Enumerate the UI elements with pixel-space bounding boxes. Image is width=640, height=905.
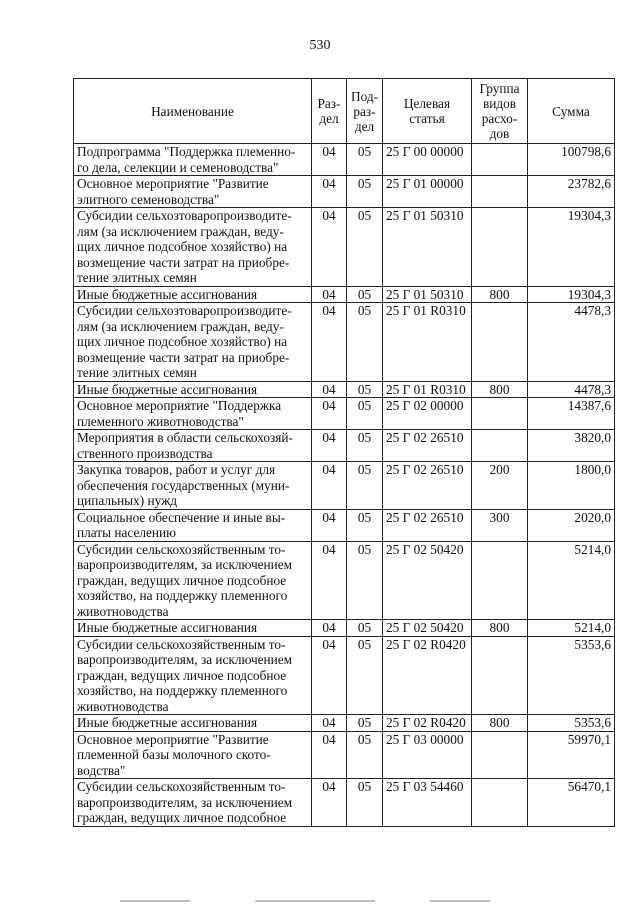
cell-sum: 1800,0 [528, 462, 615, 510]
cell-group [472, 779, 528, 827]
page-number: 530 [309, 38, 331, 53]
table-row [74, 286, 615, 303]
cell-section: 04 [312, 731, 347, 779]
cell-section: 04 [312, 381, 347, 398]
table-row [74, 541, 615, 620]
cell-subsection: 05 [347, 731, 383, 779]
cell-section: 04 [312, 620, 347, 637]
table-row [74, 509, 615, 541]
cell-section: 04 [312, 208, 347, 287]
cell-section: 04 [312, 462, 347, 510]
table-row [74, 636, 615, 715]
cell-subsection: 05 [347, 144, 383, 176]
cell-sum: 19304,3 [528, 208, 615, 287]
table-row [74, 381, 615, 398]
cell-target: 25 Г 02 26510 [383, 462, 472, 510]
cell-group [472, 398, 528, 430]
header-target: Целевая статья [383, 79, 472, 144]
cell-sum: 5214,0 [528, 620, 615, 637]
table-row [74, 176, 615, 208]
cell-subsection: 05 [347, 286, 383, 303]
cell-target: 25 Г 02 00000 [383, 398, 472, 430]
cell-target: 25 Г 02 50420 [383, 620, 472, 637]
cell-subsection: 05 [347, 430, 383, 462]
table-body [74, 144, 615, 827]
cell-group [472, 176, 528, 208]
cell-target: 25 Г 01 50310 [383, 286, 472, 303]
cell-group: 800 [472, 381, 528, 398]
cell-subsection: 05 [347, 462, 383, 510]
cell-group [472, 144, 528, 176]
cell-name: Закупка товаров, работ и услуг для обеспечения государственных (муни- ципальных) нужд [74, 462, 312, 510]
table-row [74, 398, 615, 430]
cell-target: 25 Г 02 50420 [383, 541, 472, 620]
header-name: Наименование [74, 79, 312, 144]
cell-section: 04 [312, 715, 347, 732]
cell-subsection: 05 [347, 398, 383, 430]
cell-sum: 56470,1 [528, 779, 615, 827]
table-row [74, 779, 615, 827]
cell-section: 04 [312, 430, 347, 462]
cell-name: Иные бюджетные ассигнования [74, 381, 312, 398]
cell-subsection: 05 [347, 636, 383, 715]
header-section: Раз- дел [312, 79, 347, 144]
cell-target: 25 Г 03 00000 [383, 731, 472, 779]
cell-sum: 4478,3 [528, 303, 615, 382]
cell-subsection: 05 [347, 509, 383, 541]
table-row [74, 430, 615, 462]
cell-section: 04 [312, 541, 347, 620]
cell-group: 800 [472, 715, 528, 732]
cell-section: 04 [312, 779, 347, 827]
header-group: Группа видов расхо- дов [472, 79, 528, 144]
cell-name: Субсидии сельскохозяйственным то- варопроизводителям, за исключением граждан, ведущих личное подсобное хозяйство, на поддержку племенного животноводства [74, 636, 312, 715]
cell-name: Подпрограмма "Поддержка племенно- го дела, селекции и семеноводства" [74, 144, 312, 176]
cell-target: 25 Г 01 R0310 [383, 303, 472, 382]
cell-target: 25 Г 02 26510 [383, 430, 472, 462]
cell-name: Иные бюджетные ассигнования [74, 715, 312, 732]
header-subsection: Под- раз- дел [347, 79, 383, 144]
scan-edge-marks [0, 896, 640, 905]
header-sum: Сумма [528, 79, 615, 144]
cell-name: Иные бюджетные ассигнования [74, 286, 312, 303]
cell-section: 04 [312, 398, 347, 430]
cell-name: Иные бюджетные ассигнования [74, 620, 312, 637]
cell-group [472, 208, 528, 287]
cell-sum: 5353,6 [528, 636, 615, 715]
cell-target: 25 Г 00 00000 [383, 144, 472, 176]
cell-group: 300 [472, 509, 528, 541]
table-row [74, 715, 615, 732]
cell-name: Мероприятия в области сельскохозяй- ственного производства [74, 430, 312, 462]
cell-subsection: 05 [347, 779, 383, 827]
cell-name: Субсидии сельхозтоваропроизводите- лям (за исключением граждан, веду- щих личное подсобное хозяйство) на возмещение части затрат на приобре- тение элитных семян [74, 208, 312, 287]
cell-target: 25 Г 02 R0420 [383, 636, 472, 715]
table-row [74, 462, 615, 510]
cell-group [472, 731, 528, 779]
cell-section: 04 [312, 509, 347, 541]
cell-name: Основное мероприятие "Поддержка племенного животноводства" [74, 398, 312, 430]
cell-group: 800 [472, 620, 528, 637]
cell-sum: 5214,0 [528, 541, 615, 620]
cell-group [472, 541, 528, 620]
cell-subsection: 05 [347, 381, 383, 398]
table-row [74, 208, 615, 287]
cell-subsection: 05 [347, 176, 383, 208]
cell-sum: 2020,0 [528, 509, 615, 541]
cell-subsection: 05 [347, 541, 383, 620]
cell-sum: 5353,6 [528, 715, 615, 732]
cell-name: Социальное обеспечение и иные вы- платы населению [74, 509, 312, 541]
cell-sum: 100798,6 [528, 144, 615, 176]
cell-name: Субсидии сельскохозяйственным то- варопроизводителям, за исключением граждан, ведущих личное подсобное хозяйство, на поддержку племенного животноводства [74, 541, 312, 620]
cell-sum: 23782,6 [528, 176, 615, 208]
cell-target: 25 Г 01 00000 [383, 176, 472, 208]
cell-subsection: 05 [347, 303, 383, 382]
cell-section: 04 [312, 144, 347, 176]
cell-target: 25 Г 02 26510 [383, 509, 472, 541]
cell-sum: 14387,6 [528, 398, 615, 430]
cell-group: 200 [472, 462, 528, 510]
cell-name: Субсидии сельхозтоваропроизводите- лям (за исключением граждан, веду- щих личное подсобное хозяйство) на возмещение части затрат на приобре- тение элитных семян [74, 303, 312, 382]
cell-name: Субсидии сельскохозяйственным то- варопроизводителям, за исключением граждан, ведущих личное подсобное [74, 779, 312, 827]
cell-subsection: 05 [347, 715, 383, 732]
cell-sum: 4478,3 [528, 381, 615, 398]
table-row [74, 303, 615, 382]
cell-section: 04 [312, 176, 347, 208]
cell-group: 800 [472, 286, 528, 303]
table-row [74, 731, 615, 779]
cell-name: Основное мероприятие "Развитие элитного семеноводства" [74, 176, 312, 208]
cell-target: 25 Г 02 R0420 [383, 715, 472, 732]
table-row [74, 144, 615, 176]
cell-target: 25 Г 01 50310 [383, 208, 472, 287]
cell-name: Основное мероприятие "Развитие племенной базы молочного ското- водства" [74, 731, 312, 779]
cell-section: 04 [312, 303, 347, 382]
cell-sum: 59970,1 [528, 731, 615, 779]
cell-group [472, 430, 528, 462]
cell-target: 25 Г 01 R0310 [383, 381, 472, 398]
cell-section: 04 [312, 286, 347, 303]
cell-group [472, 303, 528, 382]
cell-subsection: 05 [347, 208, 383, 287]
header-row [74, 79, 615, 144]
cell-group [472, 636, 528, 715]
cell-subsection: 05 [347, 620, 383, 637]
cell-sum: 3820,0 [528, 430, 615, 462]
cell-target: 25 Г 03 54460 [383, 779, 472, 827]
cell-sum: 19304,3 [528, 286, 615, 303]
budget-table [73, 78, 615, 827]
table-row [74, 620, 615, 637]
cell-section: 04 [312, 636, 347, 715]
